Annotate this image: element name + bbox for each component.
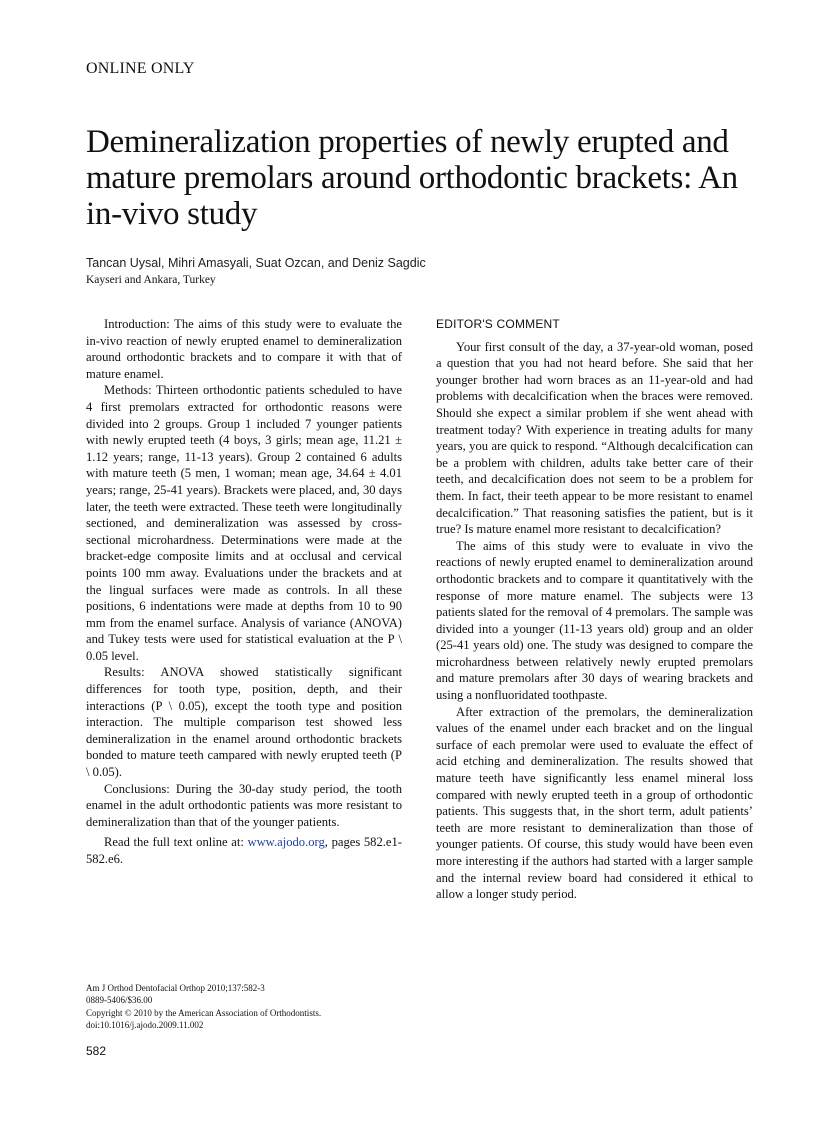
read-more-suffix: , pages 582.e1-582.e6. (86, 835, 402, 866)
abstract-results: Results: ANOVA showed statistically significant differences for tooth type, position, depth, and their interactions (P \ 0.05), except the tooth type and position interaction. The multiple comparison test showed less demineralization in the enamel around orthodontic brackets bonded to mature teeth campared with newly erupted teeth (P \ 0.05). (86, 665, 402, 780)
comment-paragraph-2: The aims of this study were to evaluate in vivo the reactions of newly erupted enamel to demineralization around orthodontic brackets and to compare it quantitatively with the response of more mature enamel. The subjects were 13 patients slated for the removal of 4 premolars. The sample was divided into a younger (11-13 years old) group and an older (25-41 years old) one. The study was designed to compare the microhardness between relatively newly erupted premolars and mature premolars after 30 days of wearing brackets and using a nonfluoridated toothpaste. (436, 538, 753, 703)
editors-comment (436, 316, 753, 903)
affiliation: Kayseri and Ankara, Turkey (86, 274, 216, 286)
abstract-conclusions: Conclusions: During the 30-day study period, the tooth enamel in the adult orthodontic patients was more resistant to demineralization than that of the younger patients. (86, 781, 402, 829)
article-title: Demineralization properties of newly erupted and mature premolars around orthodontic brackets: An in-vivo study (86, 124, 738, 232)
comment-paragraph-1: Your first consult of the day, a 37-year-old woman, posed a question that you had not heard before. She said that her younger brother had worn braces as an 11-year-old and had problems with decalcification when the braces were removed. Should she expect a similar problem if she went ahead with treatment today? With experience in treating adults for many years, you are quick to respond. “Although decalcification can be a problem with children, adults take better care of their teeth, and decalcification does not seem to be a problem for them. In fact, their teeth appear to be more resistant to enamel decalcification.” That reasoning satisfies the patient, but is it true? Is mature enamel more resistant to decalcification? (436, 339, 753, 537)
abstract-methods: Methods: Thirteen orthodontic patients scheduled to have 4 first premolars extracted for orthodontic reasons were divided into 2 groups. Group 1 included 7 younger patients with newly erupted teeth (4 boys, 3 girls; mean age, 11.21 ± 1.12 years; range, 11-13 years). Group 2 contained 6 adults with mature teeth (5 men, 1 woman; mean age, 34.64 ± 4.01 years; range, 25-41 years). Brackets were placed, and, 30 days later, the teeth were extracted. These teeth were longitudinally sectioned, and demineralization was assessed by cross-sectional microhardness. Determinations were made at the bracket-edge composite limits and at occlusal and cervical points 100 mm away. Evaluations under the brackets and at the lingual surfaces were made as controls. In all these positions, 6 indentations were made at depths from 10 to 90 mm from the enamel surface. Analysis of variance (ANOVA) and Tukey tests were used for statistical evaluation at the P \ 0.05 level. (86, 383, 402, 663)
section-label: ONLINE ONLY (86, 60, 195, 77)
journal-citation: Am J Orthod Dentofacial Orthop 2010;137:582-3 (86, 983, 265, 993)
read-more-prefix: Read the full text online at: (104, 835, 248, 850)
doi: doi:10.1016/j.ajodo.2009.11.002 (86, 1020, 204, 1031)
page-number: 582 (86, 1044, 107, 1058)
abstract (86, 316, 402, 868)
comment-paragraph-3: After extraction of the premolars, the demineralization values of the enamel under each bracket and on the lingual surface of each premolar were used to evaluate the effect of acid etching and demineralization. The results showed that mature teeth have significantly less enamel mineral loss compared with newly erupted teeth in a group of orthodontic patients. This suggests that, in the short term, adult patients’ teeth are more resistant to demineralization than those of younger patients. Of course, this study would have been even more interesting if the authors had started with a larger sample and the internal review board had considered it ethical to allow a longer study period. (436, 704, 753, 902)
journal-link[interactable]: www.ajodo.org (247, 835, 325, 850)
read-more (86, 834, 402, 867)
issn: 0889-5406/$36.00 (86, 995, 153, 1006)
editors-comment-label: EDITOR'S COMMENT (436, 317, 560, 331)
copyright: Copyright © 2010 by the American Association of Orthodontists. (86, 1007, 322, 1018)
author-list: Tancan Uysal, Mihri Amasyali, Suat Ozcan, and Deniz Sagdic (86, 256, 426, 270)
abstract-introduction: Introduction: The aims of this study were to evaluate the in-vivo reaction of newly erupted enamel to demineralization around orthodontic brackets and to compare it with that of mature enamel. (86, 317, 402, 381)
footer (86, 982, 406, 1032)
